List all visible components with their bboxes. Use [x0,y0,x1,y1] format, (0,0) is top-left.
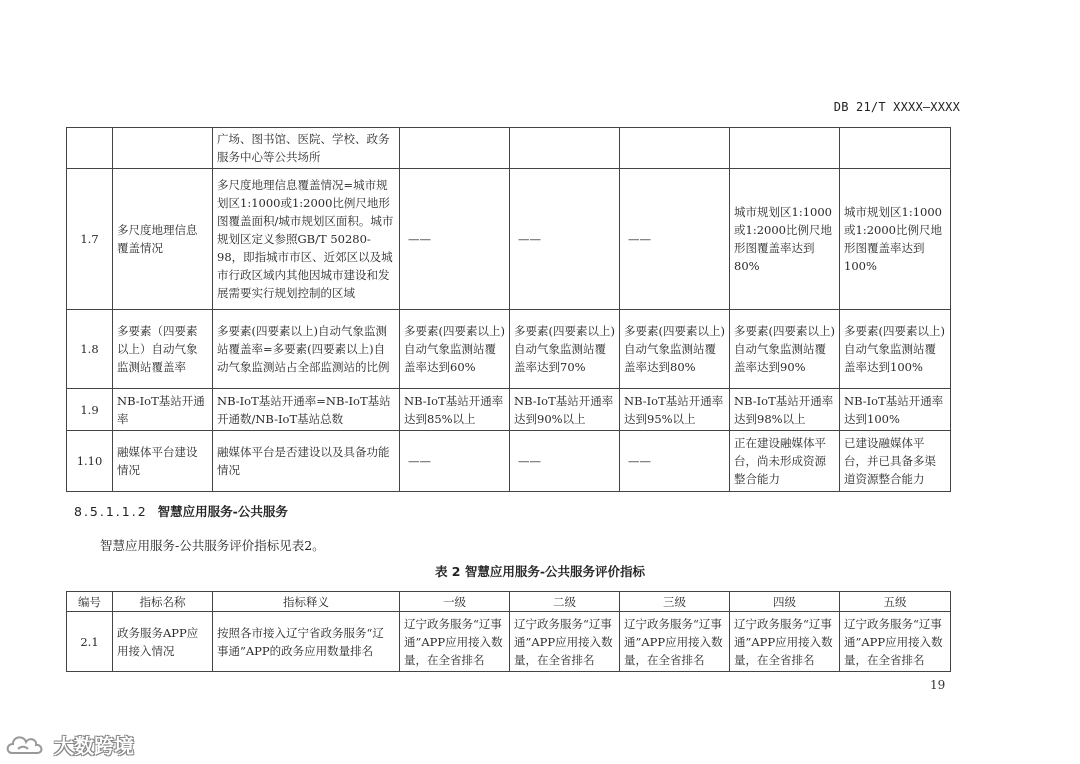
column-header: 四级 [730,592,840,612]
level-2-cell: —— [510,431,620,492]
table-row [67,389,951,431]
indicator-definition: 融媒体平台是否建设以及具备功能情况 [213,431,400,492]
level-5-cell: 已建设融媒体平台，并已具备多渠道资源整合能力 [840,431,951,492]
table-caption: 表 2 智慧应用服务-公共服务评价指标 [434,564,646,579]
level-4-cell: 多要素(四要素以上)自动气象监测站覆盖率达到90% [730,310,840,389]
indicator-definition: 按照各市接入辽宁省政务服务“辽事通”APP的政务应用数量排名 [213,612,400,672]
indicator-definition: 多要素(四要素以上)自动气象监测站覆盖率=多要素(四要素以上)自动气象监测站占全部监测站的比例 [213,310,400,389]
watermark-text: 大数跨境 [54,734,134,758]
level-4-cell: 正在建设融媒体平台，尚未形成资源整合能力 [730,431,840,492]
level-3-cell: —— [620,431,730,492]
row-number: 1.9 [67,389,113,431]
indicator-name: NB-IoT基站开通率 [113,389,213,431]
level-4-cell: 辽宁政务服务“辽事通”APP应用接入数量，在全省排名 [730,612,840,672]
table-row [67,128,951,169]
column-header: 一级 [400,592,510,612]
watermark [4,730,134,759]
logo-cloud-icon [4,731,50,759]
level-1-cell: 多要素(四要素以上)自动气象监测站覆盖率达到60% [400,310,510,389]
indicator-definition: 多尺度地理信息覆盖情况=城市规划区1:1000或1:2000比例尺地形图覆盖面积/城市规划区面积。城市规划区定义参照GB/T 50280-98，即指城市市区、近郊区以及城市行政区域内其他因城市建设和发展需要实行规划控制的区域 [213,169,400,310]
section-title: 智慧应用服务-公共服务 [157,504,288,519]
document-code: DB 21/T XXXX—XXXX [833,100,960,114]
table-row [67,169,951,310]
row-number: 1.8 [67,310,113,389]
level-2-cell: 辽宁政务服务“辽事通”APP应用接入数量，在全省排名 [510,612,620,672]
table-row [67,431,951,492]
level-5-cell [840,128,951,169]
indicator-definition: NB-IoT基站开通率=NB-IoT基站开通数/NB-IoT基站总数 [213,389,400,431]
level-2-cell: 多要素(四要素以上)自动气象监测站覆盖率达到70% [510,310,620,389]
indicator-table-1 [66,127,951,492]
page-number: 19 [930,678,946,692]
column-header: 二级 [510,592,620,612]
level-5-cell: 辽宁政务服务“辽事通”APP应用接入数量，在全省排名 [840,612,951,672]
indicator-definition: 广场、图书馆、医院、学校、政务服务中心等公共场所 [213,128,400,169]
level-4-cell: NB-IoT基站开通率达到98%以上 [730,389,840,431]
column-header: 指标释义 [213,592,400,612]
level-1-cell: —— [400,431,510,492]
table-row [67,612,951,672]
level-4-cell [730,128,840,169]
level-5-cell: 多要素(四要素以上)自动气象监测站覆盖率达到100% [840,310,951,389]
level-4-cell: 城市规划区1:1000或1:2000比例尺地形图覆盖率达到80% [730,169,840,310]
indicator-name: 融媒体平台建设情况 [113,431,213,492]
level-1-cell [400,128,510,169]
level-2-cell: —— [510,169,620,310]
row-number [67,128,113,169]
level-3-cell: 多要素(四要素以上)自动气象监测站覆盖率达到80% [620,310,730,389]
indicator-name: 多要素（四要素以上）自动气象监测站覆盖率 [113,310,213,389]
level-1-cell: —— [400,169,510,310]
level-1-cell: NB-IoT基站开通率达到85%以上 [400,389,510,431]
indicator-name [113,128,213,169]
level-5-cell: 城市规划区1:1000或1:2000比例尺地形图覆盖率达到100% [840,169,951,310]
section-heading [74,502,288,520]
level-3-cell: NB-IoT基站开通率达到95%以上 [620,389,730,431]
level-3-cell: —— [620,169,730,310]
table-row [67,310,951,389]
level-5-cell: NB-IoT基站开通率达到100% [840,389,951,431]
body-paragraph: 智慧应用服务-公共服务评价指标见表2。 [100,538,325,553]
level-2-cell: NB-IoT基站开通率达到90%以上 [510,389,620,431]
level-1-cell: 辽宁政务服务“辽事通”APP应用接入数量，在全省排名 [400,612,510,672]
level-2-cell [510,128,620,169]
column-header: 指标名称 [113,592,213,612]
level-3-cell: 辽宁政务服务“辽事通”APP应用接入数量，在全省排名 [620,612,730,672]
indicator-table-2 [66,591,951,672]
section-number: 8.5.1.1.2 [74,504,148,519]
row-number: 1.7 [67,169,113,310]
column-header: 五级 [840,592,951,612]
row-number: 1.10 [67,431,113,492]
indicator-name: 政务服务APP应用接入情况 [113,612,213,672]
column-header: 三级 [620,592,730,612]
table-header-row [67,592,951,612]
level-3-cell [620,128,730,169]
column-header: 编号 [67,592,113,612]
row-number: 2.1 [67,612,113,672]
indicator-name: 多尺度地理信息覆盖情况 [113,169,213,310]
